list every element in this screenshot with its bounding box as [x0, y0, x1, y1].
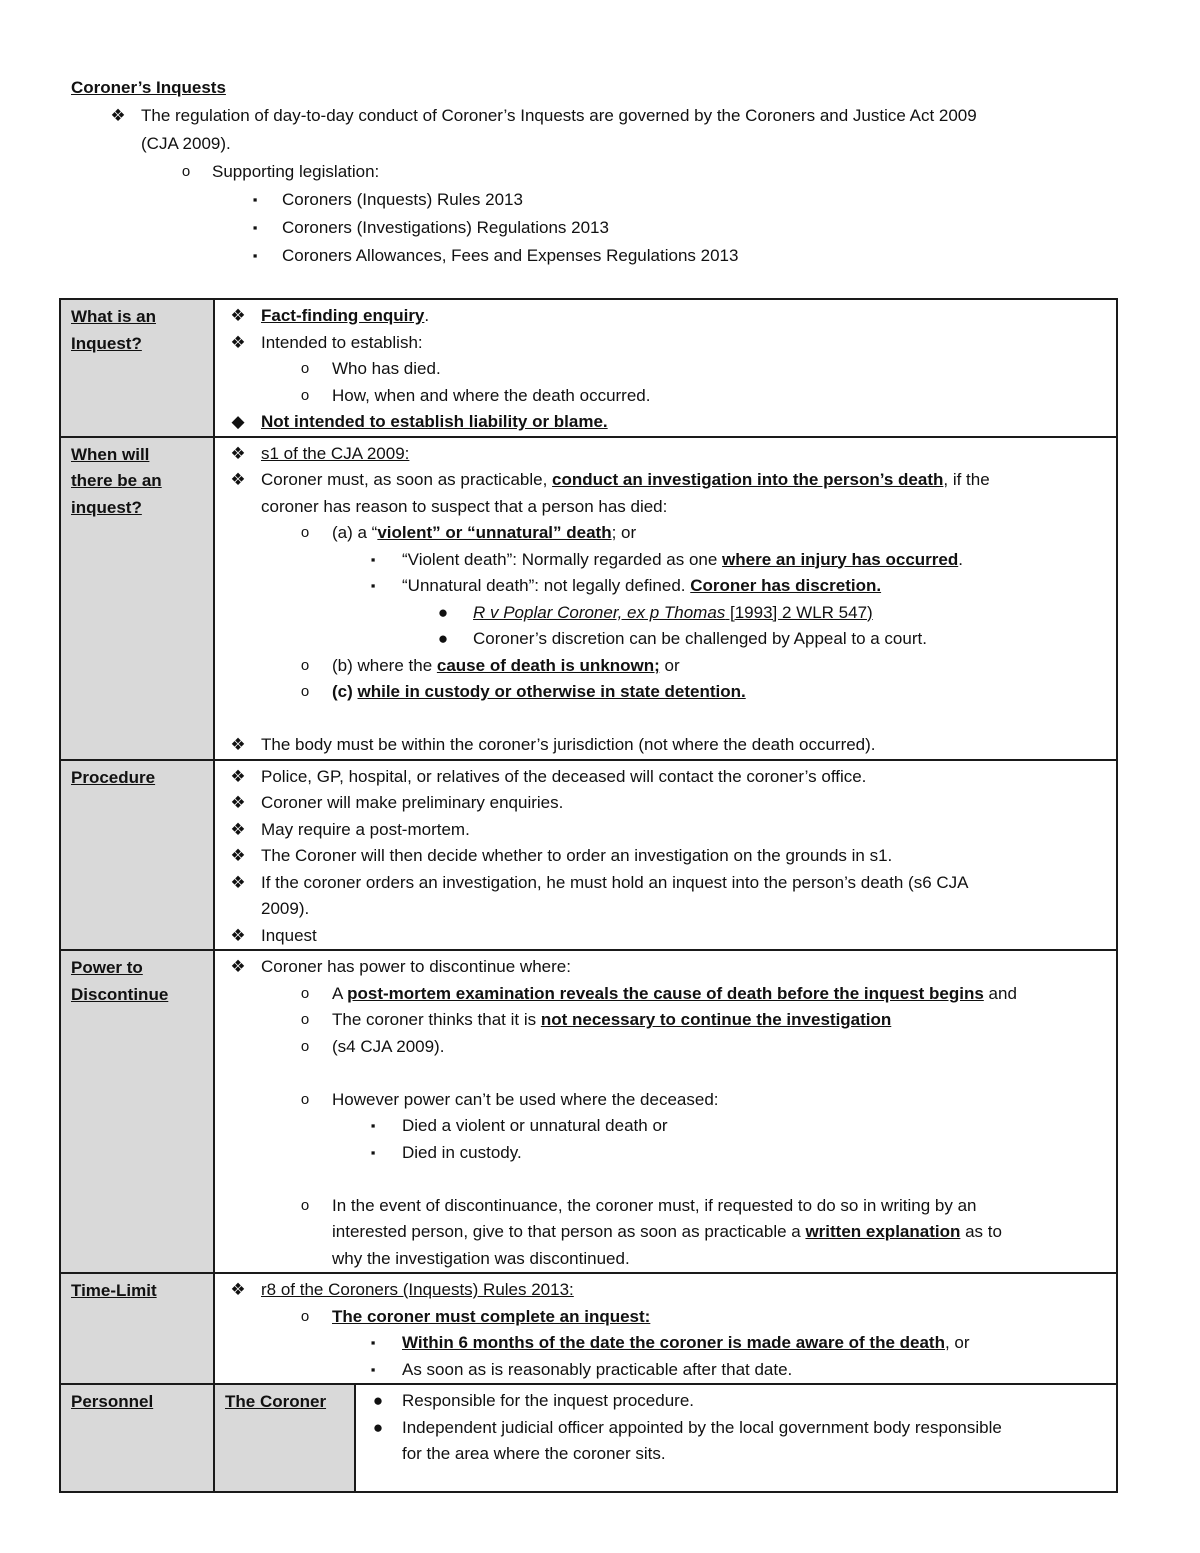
not-liability-text: Not intended to establish liability or blame. [261, 412, 608, 431]
table-row-what-is-inquest [60, 299, 1117, 437]
list-item-continuation [215, 1246, 1108, 1273]
intended-text: Intended to establish: [261, 332, 423, 352]
row-label: Personnel [71, 1392, 154, 1411]
text: 2009). [261, 899, 310, 918]
text: The coroner thinks that it is [332, 1010, 541, 1029]
emphasis-text: written explanation [805, 1222, 961, 1241]
emphasis-text: where an injury has occurred [722, 549, 959, 569]
text: why the investigation was discontinued. [332, 1248, 630, 1268]
label-line: What is an [71, 307, 157, 326]
text: If the coroner orders an investigation, he must hold an inquest into the person’s death (s6 CJA [261, 872, 969, 892]
list-item [215, 1007, 1108, 1034]
text: A [332, 983, 348, 1003]
legislation-item [71, 186, 1131, 214]
list-item-continuation [215, 494, 1108, 521]
text: Police, GP, hospital, or relatives of the deceased will contact the coroner’s office. [261, 766, 867, 786]
list-item [215, 573, 1108, 600]
row-content-cell [214, 1384, 1117, 1492]
round-bullet-icon: ● [437, 602, 449, 622]
list-item [215, 870, 1108, 897]
supporting-legislation-label: Supporting legislation: [212, 162, 380, 181]
list-item [215, 923, 1108, 950]
diamond-bullet-icon: ❖ [230, 470, 246, 489]
emphasis-text: while in custody or otherwise in state detention. [357, 682, 746, 701]
list-item [356, 1388, 1108, 1415]
emphasis-text: violent” or “unnatural” death [377, 523, 612, 542]
sub-label: The Coroner [225, 1392, 327, 1411]
notes-table [59, 298, 1118, 1493]
list-item [215, 732, 1108, 759]
row-content-cell [214, 299, 1117, 437]
emphasis-text: post-mortem examination reveals the cause of death before the inquest begins [347, 983, 984, 1003]
legislation-text: Coroners Allowances, Fees and Expenses Regulations 2013 [282, 246, 739, 265]
list-item [215, 356, 1108, 383]
text: Inquest [261, 925, 317, 945]
list-item [215, 520, 1108, 547]
list-item [215, 1034, 1108, 1061]
text: Coroner’s discretion can be challenged by Appeal to a court. [473, 629, 927, 648]
list-item-continuation [215, 1219, 1108, 1246]
circle-bullet-icon: o [300, 683, 310, 700]
square-bullet-icon: ▪ [252, 192, 258, 207]
row-label [61, 300, 213, 361]
square-bullet-icon: ▪ [370, 1361, 376, 1377]
circle-bullet-icon: o [181, 163, 191, 180]
diamond-bullet-icon: ❖ [230, 846, 246, 865]
text: Coroner will make preliminary enquiries. [261, 793, 564, 812]
list-item [215, 764, 1108, 791]
text: Coroner has power to discontinue where: [261, 957, 571, 976]
row-label-cell [60, 760, 214, 951]
solid-diamond-icon: ◆ [231, 412, 245, 431]
intro-main-text-end: (CJA 2009). [141, 134, 231, 153]
how-text: How, when and where the death occurred. [332, 385, 651, 405]
circle-bullet-icon: o [300, 1037, 310, 1055]
r8-heading: r8 of the Coroners (Inquests) Rules 2013: [261, 1280, 574, 1299]
emphasis-text: Within 6 months of the date the coroner is made aware of the death [402, 1333, 945, 1352]
text: Responsible for the inquest procedure. [402, 1391, 695, 1410]
intro-main-text: The regulation of day-to-day conduct of Coroner’s Inquests are governed by the Coroners and Justice Act 2009 [141, 106, 977, 125]
diamond-bullet-icon: ❖ [230, 332, 246, 352]
text: and [983, 983, 1017, 1003]
list-item [215, 1087, 1108, 1114]
list-item [215, 303, 1108, 330]
list-item [215, 653, 1108, 680]
text: ; or [611, 523, 637, 542]
row-label-cell [60, 950, 214, 1273]
row-label: Time-Limit [71, 1281, 157, 1300]
row-label-cell [60, 1384, 214, 1492]
sub-content-cell [355, 1385, 1116, 1491]
square-bullet-icon: ▪ [370, 551, 376, 567]
text: (a) a “ [332, 523, 378, 542]
table-row-procedure [60, 760, 1117, 951]
row-label-cell [60, 1273, 214, 1384]
text: coroner has reason to suspect that a person has died: [261, 496, 668, 516]
label-line: Discontinue [71, 984, 169, 1004]
list-item [215, 679, 1108, 706]
circle-bullet-icon: o [300, 524, 310, 541]
round-bullet-icon: ● [372, 1391, 384, 1410]
list-item [215, 330, 1108, 357]
list-item-continuation [356, 1441, 1108, 1468]
list-item [215, 790, 1108, 817]
text: Independent judicial officer appointed by the local government body responsible [402, 1417, 1002, 1437]
text: Died in custody. [402, 1142, 522, 1162]
list-item-continuation [215, 896, 1108, 923]
text: (c) [332, 682, 358, 701]
text: “Violent death”: Normally regarded as one [402, 549, 723, 569]
diamond-bullet-icon: ❖ [230, 766, 246, 786]
list-item [215, 1113, 1108, 1140]
list-item [215, 1304, 1108, 1331]
diamond-bullet-icon: ❖ [230, 735, 246, 754]
circle-bullet-icon: o [300, 386, 310, 404]
diamond-bullet-icon: ❖ [230, 306, 246, 325]
list-item [215, 1140, 1108, 1167]
table-row-power-to-discontinue [60, 950, 1117, 1273]
list-item [215, 1193, 1108, 1220]
row-content-cell [214, 1273, 1117, 1384]
label-line: Inquest? [71, 333, 142, 353]
text: Died a violent or unnatural death or [402, 1116, 668, 1135]
list-item [215, 547, 1108, 574]
row-content-cell [214, 437, 1117, 760]
text: for the area where the coroner sits. [402, 1444, 666, 1463]
square-bullet-icon: ▪ [370, 1335, 376, 1350]
circle-bullet-icon: o [300, 360, 310, 377]
square-bullet-icon: ▪ [370, 1144, 376, 1160]
text: (b) where the [332, 655, 437, 675]
text: The Coroner will then decide whether to order an investigation on the grounds in s1. [261, 846, 893, 865]
list-item [215, 1277, 1108, 1304]
personnel-inner-table [215, 1385, 1116, 1491]
list-item [215, 409, 1108, 436]
list-item [356, 1415, 1108, 1442]
emphasis-text: Coroner has discretion. [690, 576, 882, 595]
row-label-cell [60, 299, 214, 437]
s1-heading: s1 of the CJA 2009: [261, 443, 410, 463]
square-bullet-icon: ▪ [252, 220, 258, 235]
emphasis-text: not necessary to continue the investigation [540, 1010, 892, 1029]
diamond-bullet-icon: ❖ [230, 1280, 246, 1299]
list-item [215, 383, 1108, 410]
label-line: When will [71, 444, 150, 464]
table-row-personnel [60, 1384, 1117, 1492]
circle-bullet-icon: o [300, 984, 310, 1002]
square-bullet-icon: ▪ [370, 1118, 376, 1133]
text: or [659, 655, 680, 675]
row-label [61, 951, 213, 1012]
text: . [958, 549, 963, 569]
intro-main-continuation [71, 130, 1131, 158]
text: as to [960, 1222, 1002, 1241]
text: May require a post-mortem. [261, 819, 470, 839]
text: (s4 CJA 2009). [332, 1036, 445, 1056]
who-text: Who has died. [332, 359, 441, 378]
legislation-text: Coroners (Inquests) Rules 2013 [282, 190, 523, 209]
list-item [215, 981, 1108, 1008]
list-item [215, 1330, 1108, 1357]
circle-bullet-icon: o [300, 656, 310, 674]
legislation-text: Coroners (Investigations) Regulations 2013 [282, 218, 609, 237]
list-item [215, 441, 1108, 468]
diamond-bullet-icon: ❖ [230, 925, 246, 945]
round-bullet-icon: ● [372, 1417, 384, 1437]
circle-bullet-icon: o [300, 1307, 310, 1325]
list-item [215, 600, 1108, 627]
square-bullet-icon: ▪ [252, 248, 258, 263]
emphasis-text: conduct an investigation into the person’s death [552, 470, 944, 489]
text: , or [944, 1333, 970, 1352]
list-item [215, 467, 1108, 494]
list-item [215, 843, 1108, 870]
row-content-cell [214, 950, 1117, 1273]
list-item [215, 954, 1108, 981]
text: As soon as is reasonably practicable after that date. [402, 1359, 793, 1379]
diamond-bullet-icon: ❖ [230, 957, 246, 976]
row-label-cell [60, 437, 214, 760]
text: In the event of discontinuance, the coroner must, if requested to do so in writing by an [332, 1195, 977, 1215]
text: Coroner must, as soon as practicable, [261, 470, 553, 489]
intro-section [71, 74, 1131, 270]
list-item [215, 1357, 1108, 1384]
row-label [61, 438, 213, 526]
case-name: R v Poplar Coroner, ex p Thomas [473, 602, 726, 622]
intro-supporting [71, 158, 1131, 186]
intro-main-bullet [71, 102, 1131, 130]
document-title: Coroner’s Inquests [71, 78, 226, 97]
label-line: there be an [71, 471, 162, 490]
circle-bullet-icon: o [300, 1196, 310, 1214]
punctuation: . [424, 306, 430, 325]
legislation-item [71, 214, 1131, 242]
emphasis-text: cause of death is unknown; [436, 655, 660, 675]
text: However power can’t be used where the deceased: [332, 1089, 719, 1109]
round-bullet-icon: ● [437, 629, 449, 648]
list-item [215, 817, 1108, 844]
text: interested person, give to that person as soon as practicable a [332, 1222, 806, 1241]
sub-label-cell [215, 1385, 355, 1491]
diamond-bullet-icon: ❖ [230, 443, 246, 463]
label-line: Power to [71, 958, 143, 977]
circle-bullet-icon: o [300, 1090, 310, 1108]
row-content-cell [214, 760, 1117, 951]
table-row-when-inquest [60, 437, 1117, 760]
row-label: Procedure [71, 767, 156, 787]
text: “Unnatural death”: not legally defined. [402, 576, 691, 595]
legislation-item [71, 242, 1131, 270]
diamond-bullet-icon: ❖ [230, 819, 246, 839]
emphasis-text: The coroner must complete an inquest: [332, 1306, 651, 1326]
square-bullet-icon: ▪ [370, 578, 376, 593]
label-line: inquest? [71, 497, 142, 517]
case-citation: [1993] 2 WLR 547) [725, 602, 873, 622]
text: The body must be within the coroner’s jurisdiction (not where the death occurred). [261, 735, 876, 754]
table-row-time-limit [60, 1273, 1117, 1384]
list-item [215, 626, 1108, 653]
text: , if the [943, 470, 990, 489]
diamond-bullet-icon: ❖ [230, 793, 246, 812]
circle-bullet-icon: o [300, 1011, 310, 1028]
diamond-bullet-icon: ❖ [230, 872, 246, 892]
fact-finding-text: Fact-finding enquiry [261, 306, 425, 325]
diamond-bullet-icon: ❖ [110, 106, 126, 125]
